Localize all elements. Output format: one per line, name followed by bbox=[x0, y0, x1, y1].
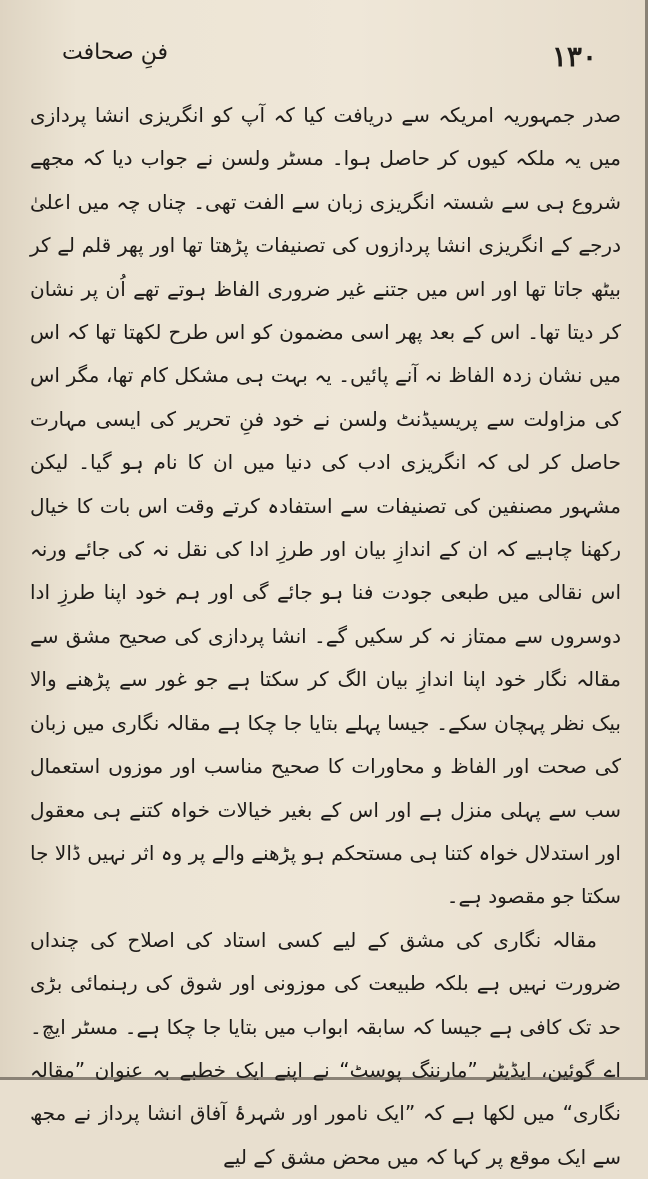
running-title: فنِ صحافت bbox=[62, 40, 168, 65]
page-header bbox=[62, 36, 597, 84]
paragraph: مقالہ نگاری کی مشق کے لیے کسی استاد کی اصلاح کی چنداں ضرورت نہیں ہے بلکہ طبیعت کی موزونی اور شوق کی رہنمائی بڑی حد تک کافی ہے جیسا کہ سابقہ ابواب میں بتایا جا چکا ہے۔ مسٹر ایچ۔ اے گوئین، ایڈیٹر ”مارننگ پوسٹ“ نے اپنے ایک خطبے بہ عنوان ”مقالہ نگاری“ میں لکھا ہے کہ ”ایک نامور اور شہرۂ آفاق انشا پرداز نے مجھ سے ایک موقع پر کہا کہ میں محض مشق کے لیے bbox=[30, 927, 621, 1169]
paragraph: صدر جمہوریہ امریکہ سے دریافت کیا کہ آپ کو انگریزی انشا پردازی میں یہ ملکہ کیوں کر حاصل ہوا۔ مسٹر ولسن نے جواب دیا کہ مجھے شروع ہی سے شستہ انگریزی زبان سے الفت تھی۔ چناں چہ میں اعلیٰ درجے کے انگریزی انشا پردازوں کی تصنیفات پڑھتا تھا اور پھر قلم لے کر بیٹھ جاتا تھا اور اس میں جتنے غیر ضروری الفاظ ہوتے تھے اُن پر نشان کر دیتا تھا۔ اس کے بعد پھر اسی مضمون کو اس طرح لکھتا تھا کہ اس میں نشان زدہ الفاظ نہ آنے پائیں۔ یہ بہت ہی مشکل کام تھا، مگر اس کی مزاولت سے پریسیڈنٹ ولسن نے خود فنِ تحریر کی ایسی مہارت حاصل کر لی کہ انگریزی ادب کی دنیا میں ان کا نام ہو گیا۔ لیکن مشہور مصنفین کی تصنیفات سے استفادہ کرتے وقت اس بات کا خیال رکھنا چاہیے کہ ان کے اندازِ بیان اور طرزِ ادا کی نقل نہ کی جائے ورنہ اس نقالی میں طبعی جودت فنا ہو جائے گی اور ہم خود اپنا طرزِ ادا دوسروں سے ممتاز نہ کر سکیں گے۔ انشا پردازی کی صحیح مشق سے مقالہ نگار خود اپنا اندازِ بیان الگ کر سکتا ہے جو غور سے پڑھنے والا بیک نظر پہچان سکے۔ جیسا پہلے بتایا جا چکا ہے مقالہ نگاری میں زبان کی صحت اور الفاظ و محاورات کا صحیح مناسب اور موزوں استعمال سب سے پہلی منزل ہے اور اس کے بغیر خیالات خواہ کتنے ہی معقول اور استدلال خواہ کتنا ہی مستحکم ہو پڑھنے والے پر وہ اثر نہیں ڈالا جا سکتا جو مقصود ہے۔ bbox=[30, 103, 621, 909]
page-number: ۱۳۰ bbox=[551, 40, 597, 73]
body-text bbox=[30, 94, 621, 1179]
